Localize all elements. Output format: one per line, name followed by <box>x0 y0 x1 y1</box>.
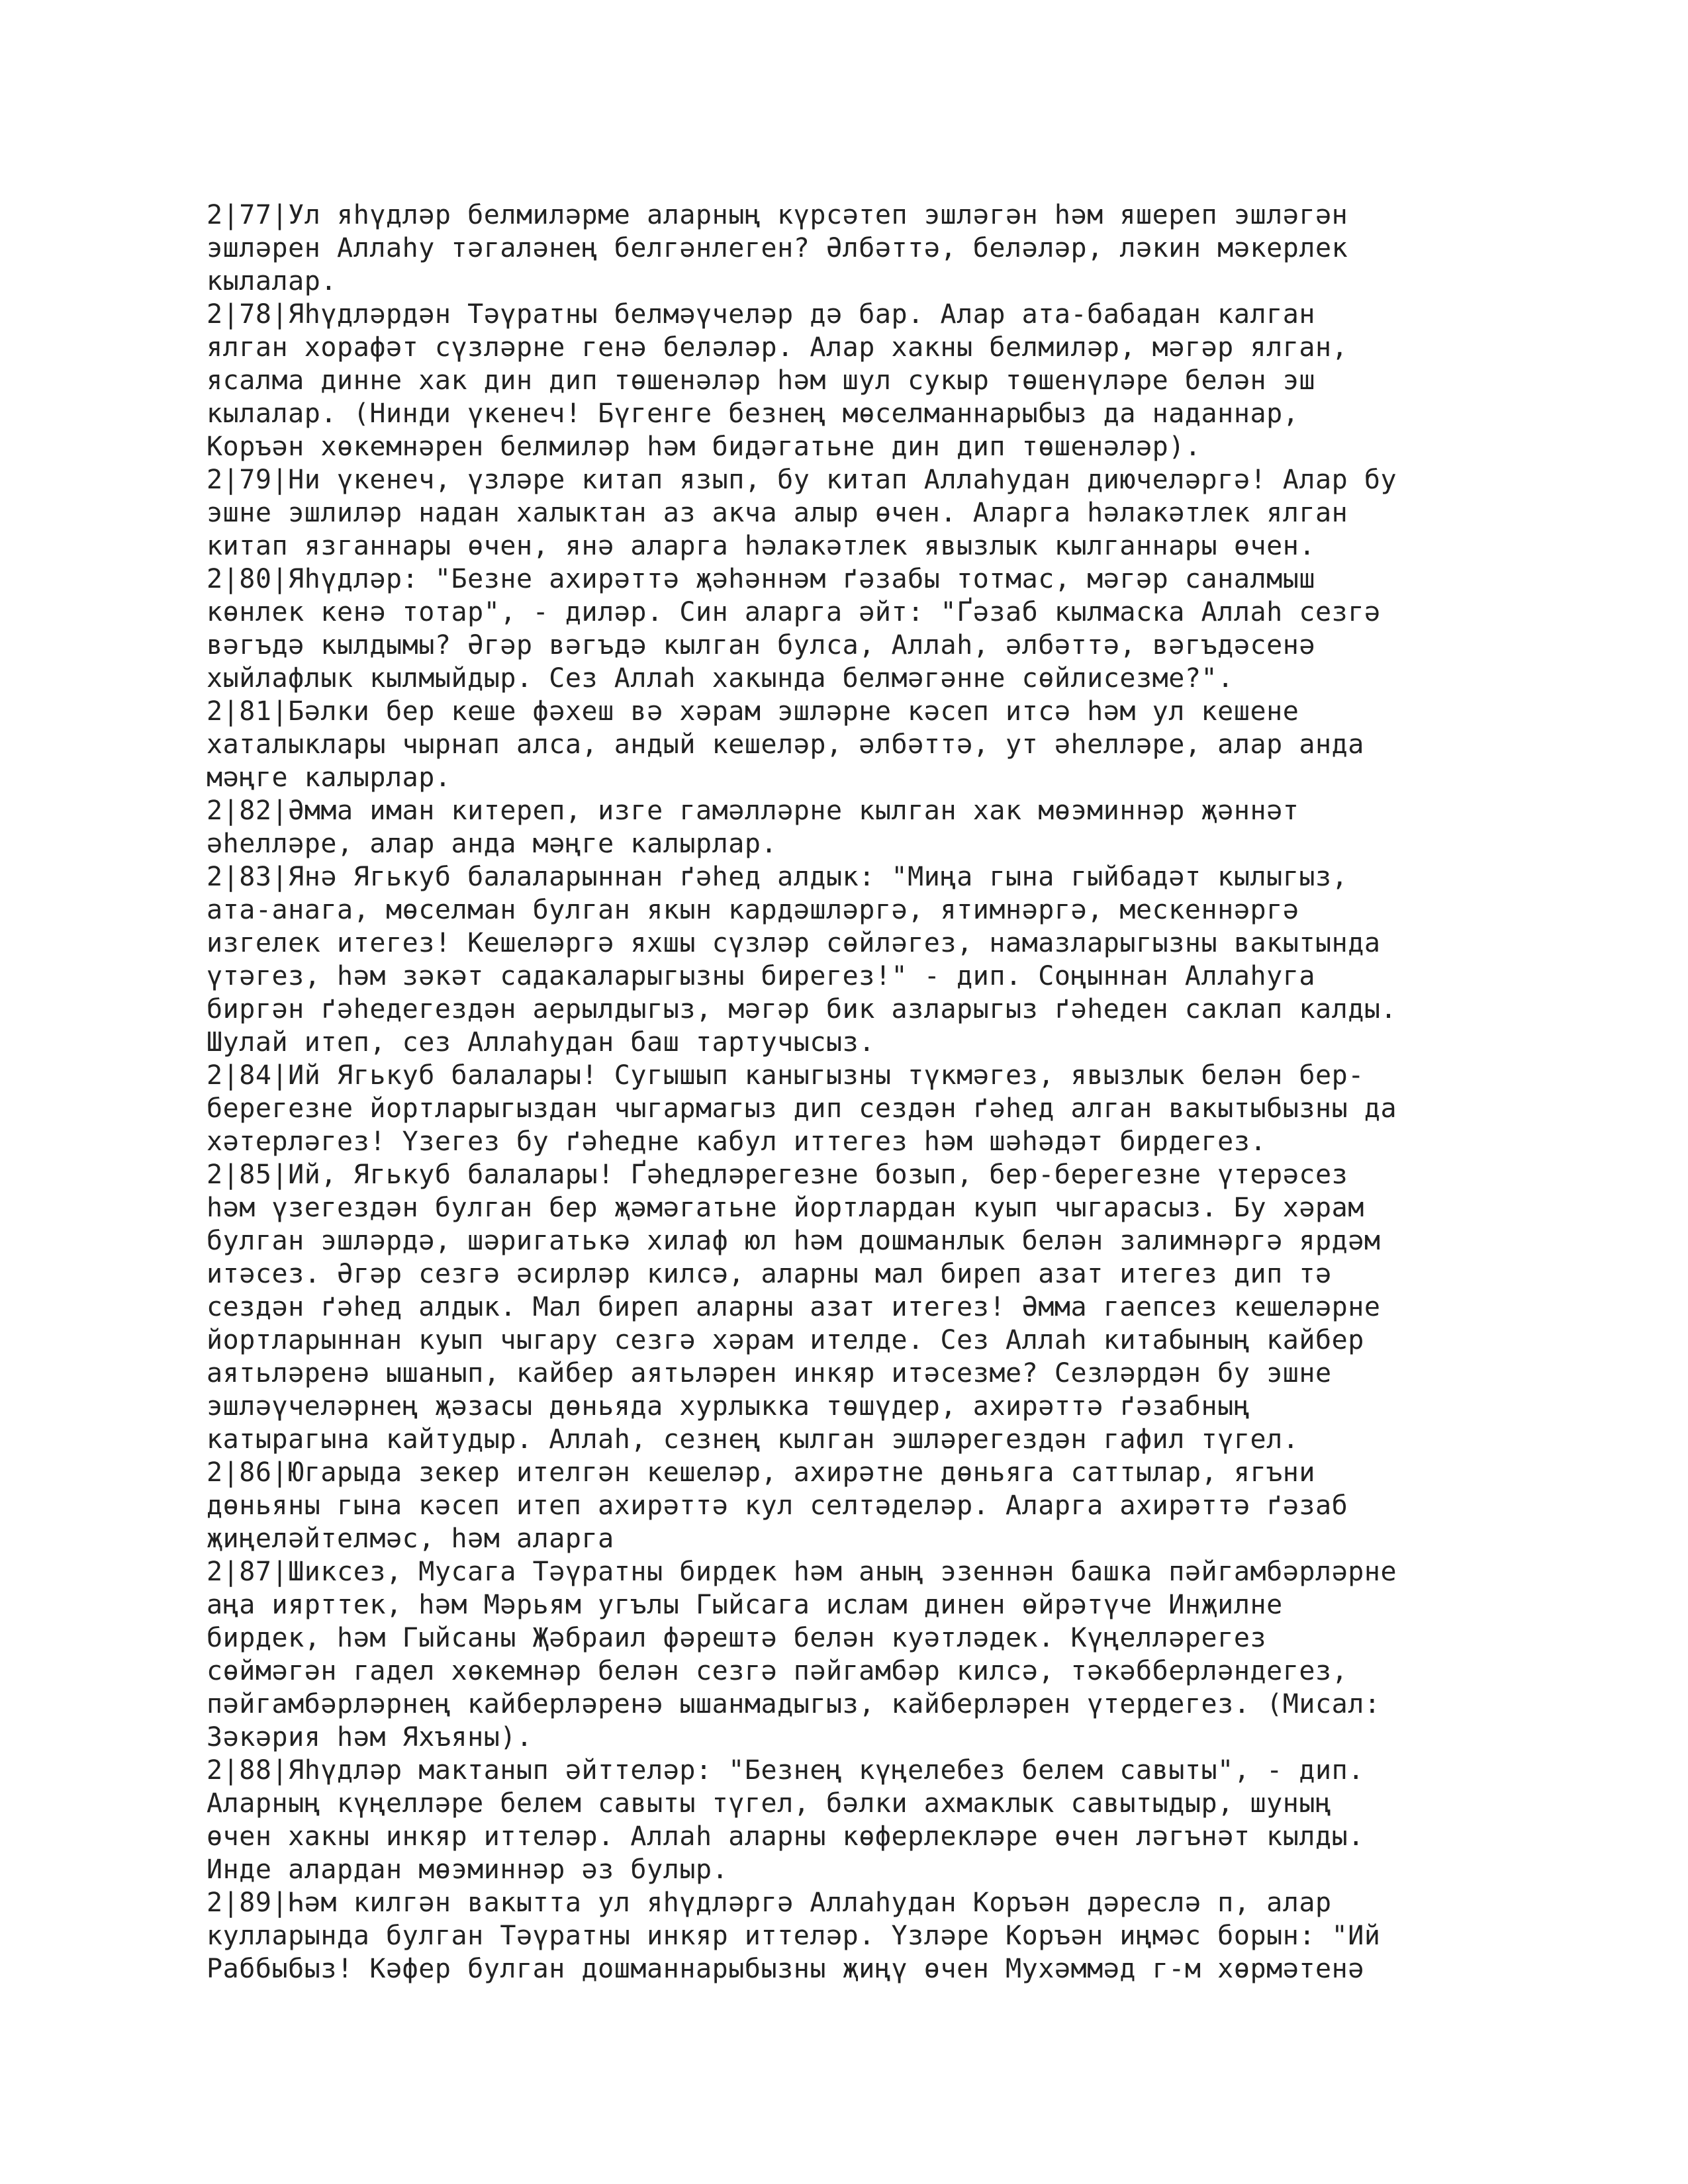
text-line: Раббыбыз! Кәфер булган дошманнарыбызны җиңү өчен Мухәммәд г-м хөрмәтенә <box>207 1954 1364 1984</box>
text-line: 2|84|Ий Ягькуб балалары! Сугышып каныгызны түкмәгез, явызлык белән бер- <box>207 1060 1364 1091</box>
text-line: аңа иярттек, һәм Мәрьям угълы Гыйсага ислам динен өйрәтүче Инҗилне <box>207 1590 1283 1620</box>
text-line: 2|81|Бәлки бер кеше фәхеш вә хәрам эшләрне кәсеп итсә һәм ул кешене <box>207 696 1299 727</box>
text-line: 2|80|Яһүдләр: "Безне ахирәттә җәһәннәм ґәзабы тотмас, мәгәр саналмыш <box>207 564 1315 594</box>
text-line: 2|89|Һәм килгән вакытта ул яһүдләргә Аллаһудан Коръән дәреслә п, алар <box>207 1888 1332 1918</box>
text-line: итәсез. Әгәр сезгә әсирләр килсә, аларны мал биреп азат итегез дип тә <box>207 1259 1332 1289</box>
text-line: ата-анага, мөселман булган якын кардәшләргә, ятимнәргә, мескеннәргә <box>207 895 1299 925</box>
text-line: пәйгамбәрләрнең кайберләренә ышанмадыгыз, кайберләрен үтердегез. (Мисал: <box>207 1689 1381 1719</box>
text-line: дөньяны гына кәсеп итеп ахирәттә кул селтәделәр. Аларга ахирәттә ґәзаб <box>207 1490 1348 1521</box>
text-line: хәтерләгез! Үзегез бу ґәһедне кабул иттегез һәм шәһәдәт бирдегез. <box>207 1126 1267 1157</box>
text-line: булган эшләрдә, шәригатькә хилаф юл һәм дошманлык белән залимнәргә ярдәм <box>207 1226 1381 1256</box>
text-line: 2|83|Янә Ягькуб балаларыннан ґәһед алдык: "Миңа гына гыйбадәт кылыгыз, <box>207 862 1348 892</box>
text-line: аятьләренә ышанып, кайбер аятьләрен инкяр итәсезме? Сезләрдән бу эшне <box>207 1358 1332 1388</box>
text-line: Коръән хөкемнәрен белмиләр һәм бидәгатьне дин дип төшенәләр). <box>207 432 1201 462</box>
text-line: кулларында булган Тәүратны инкяр иттеләр. Үзләре Коръән иңмәс борын: "Ий <box>207 1921 1381 1951</box>
text-line: 2|85|Ий, Ягькуб балалары! Ґәһедләрегезне бозып, бер-берегезне үтерәсез <box>207 1160 1348 1190</box>
text-line: эшләрен Аллаһу тәгаләнең белгәнлеген? Әлбәттә, беләләр, ләкин мәкерлек <box>207 233 1348 263</box>
text-line: вәгъдә кылдымы? Әгәр вәгъдә кылган булса, Аллаһ, әлбәттә, вәгъдәсенә <box>207 630 1315 660</box>
text-line: бирдек, һәм Гыйсаны Җәбраил фәрештә белән куәтләдек. Күңелләрегез <box>207 1623 1267 1653</box>
text-line: хыйлафлык кылмыйдыр. Сез Аллаһ хакында белмәгәнне сөйлисезме?". <box>207 663 1234 694</box>
text-line: әһелләре, алар анда мәңге калырлар. <box>207 829 778 859</box>
text-line: җиңеләйтелмәс, һәм аларга <box>207 1524 614 1554</box>
text-line: Зәкәрия һәм Яхъяны). <box>207 1722 533 1752</box>
text-line: ялган хорафәт сүзләрне генә беләләр. Алар хакны белмиләр, мәгәр ялган, <box>207 332 1348 363</box>
text-line: һәм үзегездән булган бер җәмәгатьне йортлардан куып чыгарасыз. Бу хәрам <box>207 1193 1364 1223</box>
text-line: сездән ґәһед алдык. Мал биреп аларны азат итегез! Әмма гаепсез кешеләрне <box>207 1292 1381 1322</box>
text-line: катырагына кайтудыр. Аллаһ, сезнең кылган эшләрегездән гафил түгел. <box>207 1424 1299 1455</box>
text-line: 2|78|Яһүдләрдән Тәүратны белмәүчеләр дә бар. Алар ата-бабадан калган <box>207 299 1315 330</box>
text-line: хаталыклары чырнап алса, андый кешеләр, әлбәттә, ут әһелләре, алар анда <box>207 729 1364 760</box>
text-line: кылалар. (Нинди үкенеч! Бүгенге безнең мөселманнарыбыз да наданнар, <box>207 398 1299 429</box>
text-line: мәңге калырлар. <box>207 762 451 793</box>
text-line: берегезне йортларыгыздан чыгармагыз дип сездән ґәһед алган вакытыбызны да <box>207 1093 1397 1124</box>
text-line: Аларның күңелләре белем савыты түгел, бәлки ахмаклык савытыдыр, шуның <box>207 1788 1332 1819</box>
text-line: 2|79|Ни үкенеч, үзләре китап язып, бу китап Аллаһудан диючеләргә! Алар бу <box>207 465 1397 495</box>
text-line: сөймәгән гадел хөкемнәр белән сезгә пәйгамбәр килсә, тәкәбберләндегез, <box>207 1656 1348 1686</box>
document-page <box>207 199 1497 1985</box>
text-line: ясалма динне хак дин дип төшенәләр һәм шул сукыр төшенүләре белән эш <box>207 365 1315 396</box>
text-line: эшне эшлиләр надан халыктан аз акча алыр өчен. Аларга һәлакәтлек ялган <box>207 498 1348 528</box>
text-line: 2|77|Ул яһүдләр белмиләрме аларның күрсәтеп эшләгән һәм яшереп эшләгән <box>207 200 1348 230</box>
text-line: Шулай итеп, сез Аллаһудан баш тартучысыз. <box>207 1027 875 1058</box>
text-line: үтәгез, һәм зәкәт садакаларыгызны бирегез!" - дип. Соңыннан Аллаһуга <box>207 961 1315 991</box>
text-line: өчен хакны инкяр иттеләр. Аллаһ аларны көферлекләре өчен ләгънәт кылды. <box>207 1821 1364 1852</box>
text-line: йортларыннан куып чыгару сезгә хәрам ителде. Сез Аллаһ китабының кайбер <box>207 1325 1364 1355</box>
text-line: биргән ґәһедегездән аерылдыгыз, мәгәр бик азларыгыз ґәһеден саклап калды. <box>207 994 1397 1024</box>
text-line: 2|88|Яһүдләр мактанып әйттеләр: "Безнең күңелебез белем савыты", - дип. <box>207 1755 1364 1786</box>
text-line: эшләүчеләрнең җәзасы дөньяда хурлыкка төшүдер, ахирәттә ґәзабның <box>207 1391 1250 1422</box>
text-line: кылалар. <box>207 266 338 296</box>
text-line: 2|87|Шиксез, Мусага Тәүратны бирдек һәм аның эзеннән башка пәйгамбәрләрне <box>207 1557 1397 1587</box>
text-line: 2|82|Әмма иман китереп, изге гамәлләрне кылган хак мөэминнәр җәннәт <box>207 796 1299 826</box>
text-line: Инде алардан мөэминнәр әз булыр. <box>207 1854 729 1885</box>
text-line: көнлек кенә тотар", - диләр. Син аларга әйт: "Ґәзаб кылмаска Аллаһ сезгә <box>207 597 1381 627</box>
text-line: китап язганнары өчен, янә аларга һәлакәтлек явызлык кылганнары өчен. <box>207 531 1315 561</box>
text-line: 2|86|Югарыда зекер ителгән кешеләр, ахирәтне дөньяга саттылар, ягъни <box>207 1457 1315 1488</box>
text-line: изгелек итегез! Кешеләргә яхшы сүзләр сөйләгез, намазларыгызны вакытында <box>207 928 1381 958</box>
